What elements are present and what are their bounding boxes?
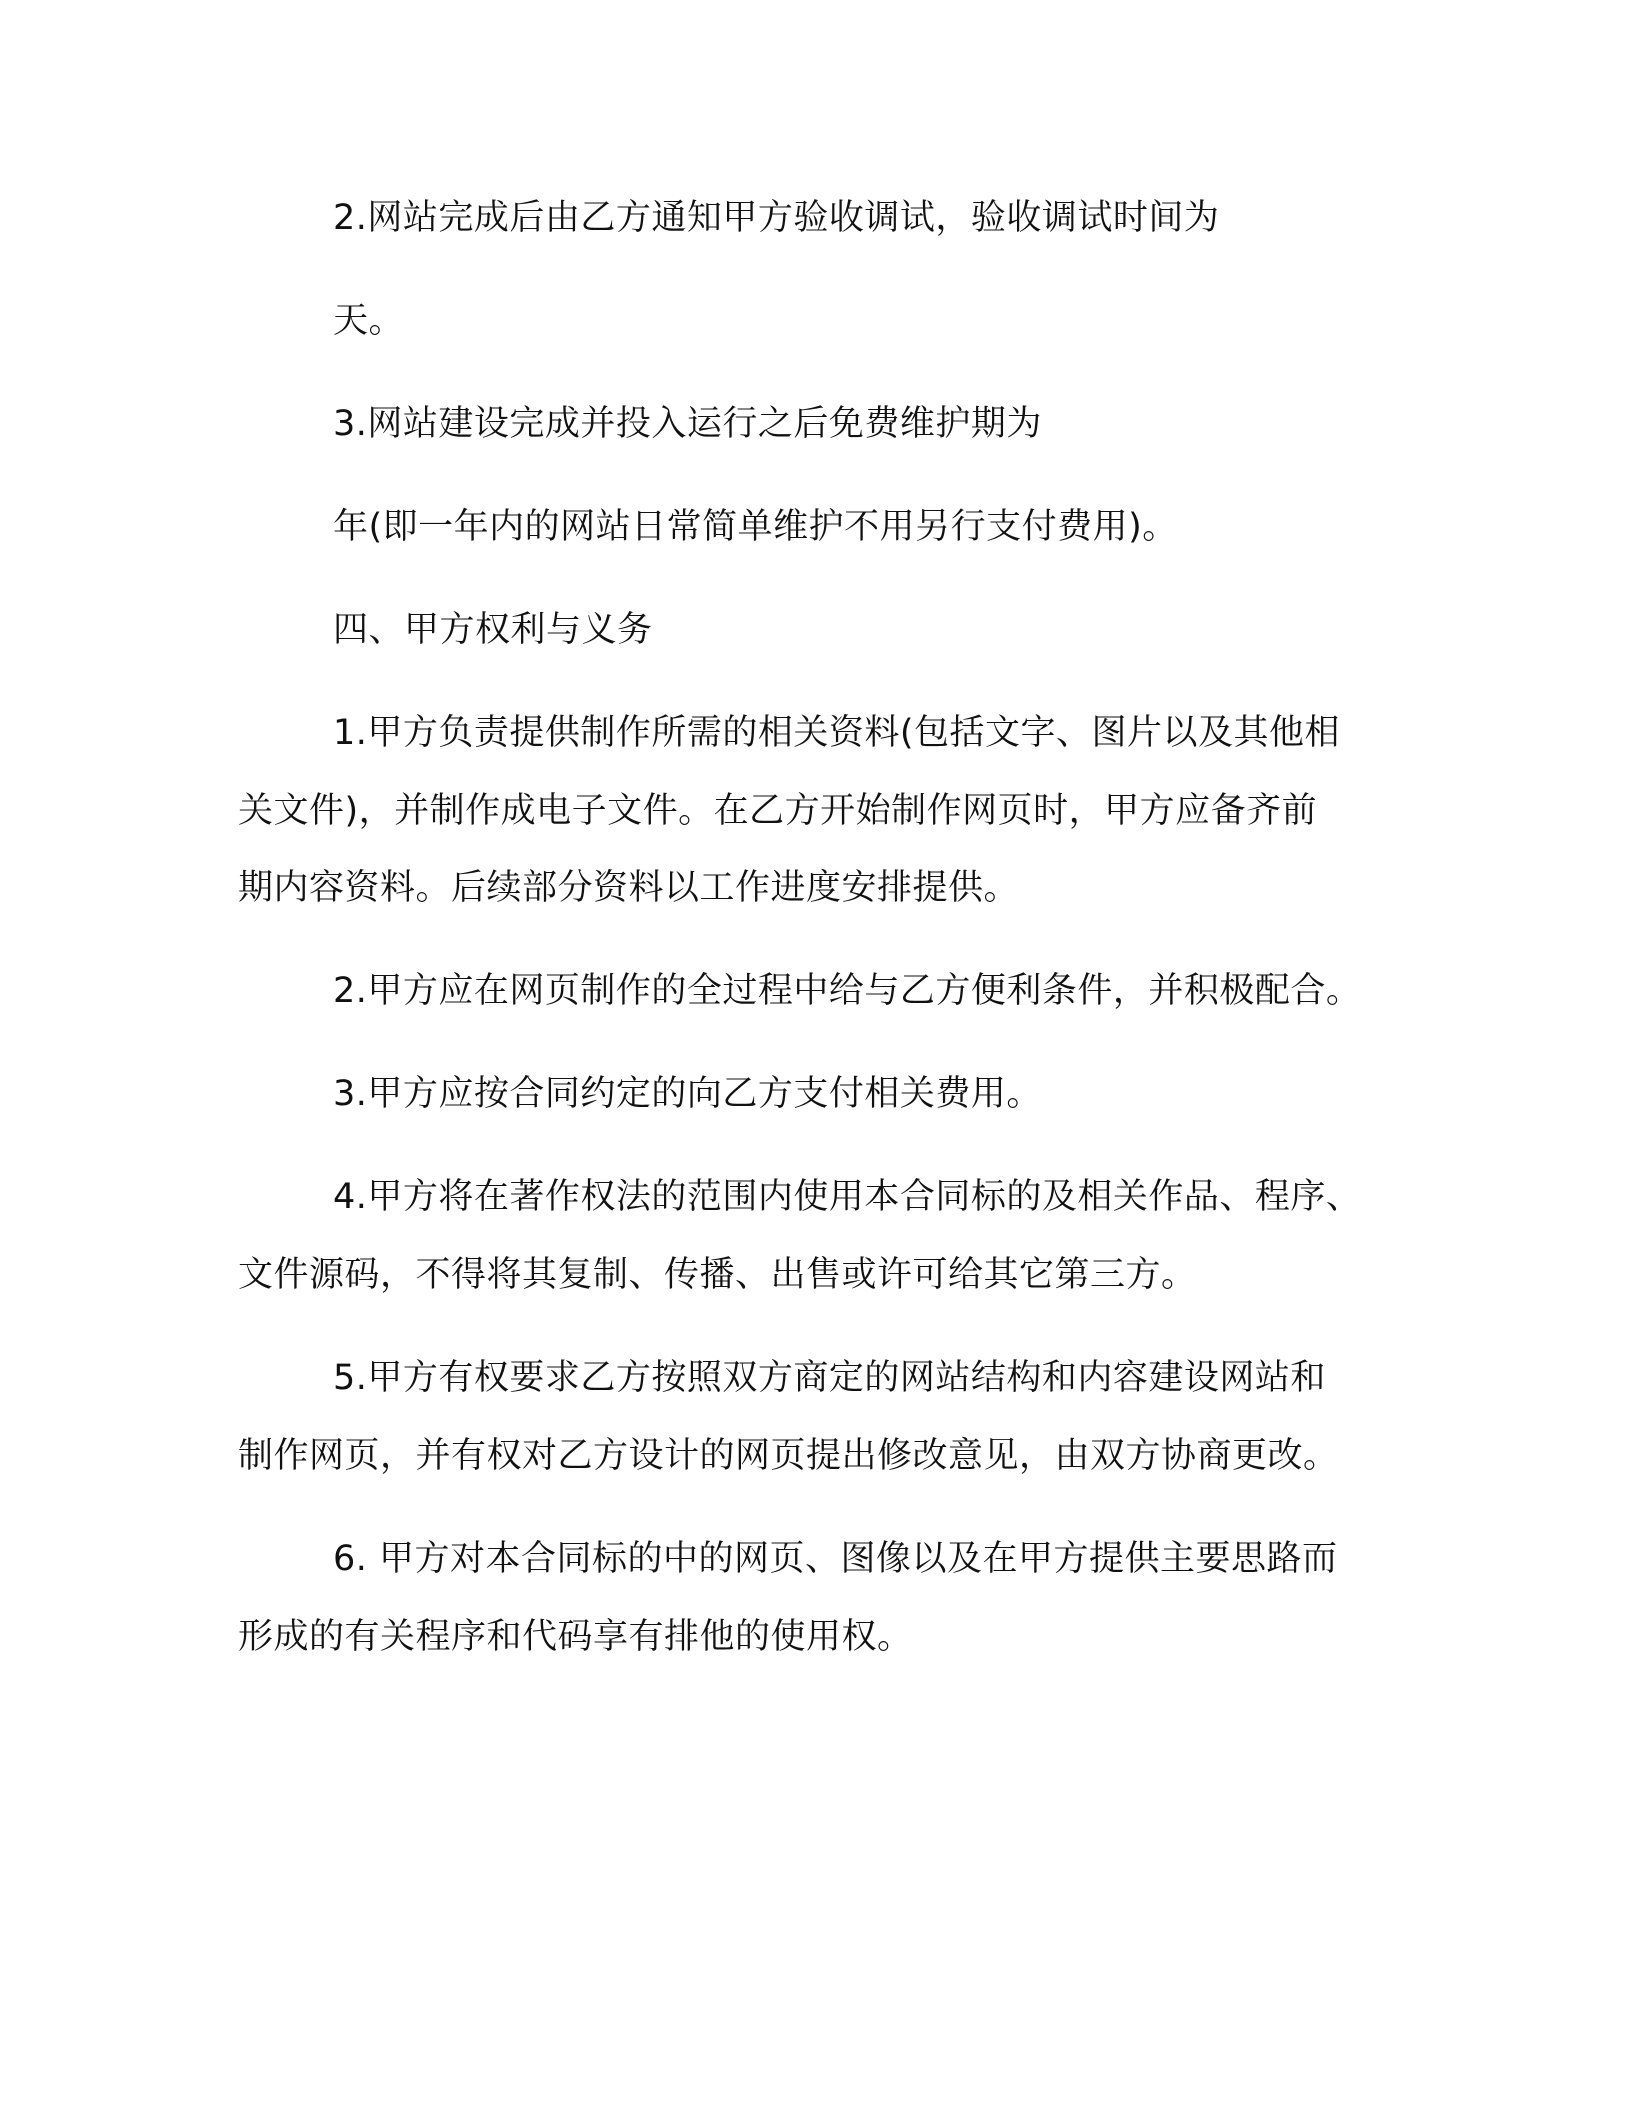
party-a-clause-1-line-2: 关文件)，并制作成电子文件。在乙方开始制作网页时，甲方应备齐前 (238, 791, 1318, 831)
party-a-clause-5-line-1: 5.甲方有权要求乙方按照双方商定的网站结构和内容建设网站和 (333, 1358, 1326, 1398)
clause-3-line-1: 3.网站建设完成并投入运行之后免费维护期为 (333, 404, 1042, 444)
party-a-clause-6-line-2: 形成的有关程序和代码享有排他的使用权。 (238, 1617, 913, 1657)
party-a-clause-4-line-2: 文件源码，不得将其复制、传播、出售或许可给其它第三方。 (238, 1255, 1197, 1295)
clause-3-line-2: 年(即一年内的网站日常简单维护不用另行支付费用)。 (333, 507, 1178, 547)
party-a-clause-5-line-2: 制作网页，并有权对乙方设计的网页提出修改意见，由双方协商更改。 (238, 1436, 1339, 1476)
clause-2-line-2: 天。 (333, 301, 405, 341)
party-a-clause-1-line-1: 1.甲方负责提供制作所需的相关资料(包括文字、图片以及其他相 (333, 713, 1341, 753)
party-a-clause-4-line-1: 4.甲方将在著作权法的范围内使用本合同标的及相关作品、程序、 (333, 1177, 1362, 1217)
party-a-clause-1-line-3: 期内容资料。后续部分资料以工作进度安排提供。 (238, 868, 1020, 908)
party-a-clause-6-line-1: 6. 甲方对本合同标的中的网页、图像以及在甲方提供主要思路而 (333, 1539, 1338, 1579)
section-heading-4: 四、甲方权利与义务 (333, 610, 653, 650)
party-a-clause-3: 3.甲方应按合同约定的向乙方支付相关费用。 (333, 1074, 1042, 1114)
party-a-clause-2: 2.甲方应在网页制作的全过程中给与乙方便利条件，并积极配合。 (333, 971, 1362, 1011)
clause-2-line-1: 2.网站完成后由乙方通知甲方验收调试，验收调试时间为 (333, 198, 1220, 238)
